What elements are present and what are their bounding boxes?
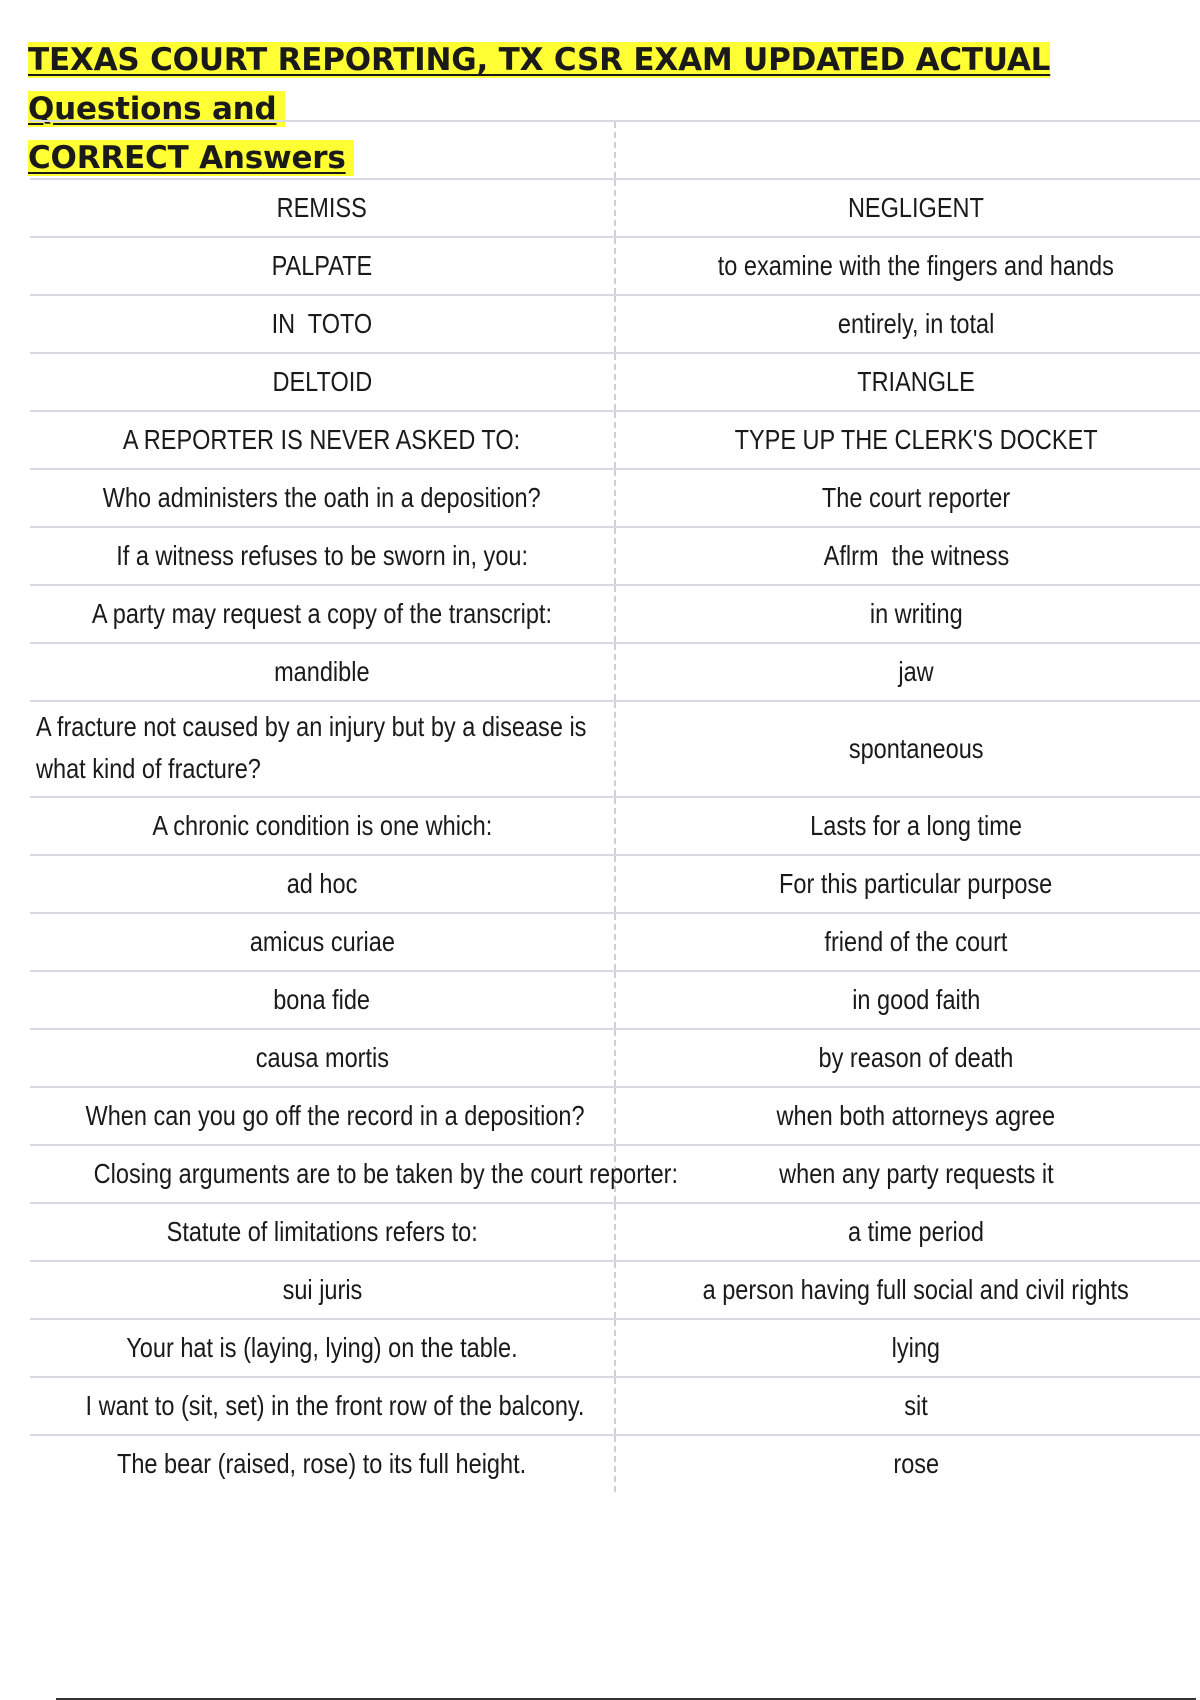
definition-text: sit <box>904 1390 928 1421</box>
term-cell <box>30 585 615 643</box>
term-text: A chronic condition is one which: <box>152 810 492 841</box>
table-row <box>30 411 1200 469</box>
definition-cell <box>615 1087 1200 1145</box>
term-cell <box>30 527 615 585</box>
term-text: Who administers the oath in a deposition? <box>102 482 541 513</box>
definition-cell <box>615 585 1200 643</box>
table-row <box>30 797 1200 855</box>
term-text: sui juris <box>282 1274 362 1305</box>
definition-cell <box>615 411 1200 469</box>
term-text: REMISS <box>276 192 368 223</box>
table-row <box>30 295 1200 353</box>
definition-cell <box>615 527 1200 585</box>
definition-text: when any party requests it <box>778 1158 1054 1189</box>
term-text: Statute of limitations refers to: <box>166 1216 478 1247</box>
term-cell <box>30 1087 615 1145</box>
term-text: amicus curiae <box>249 926 395 957</box>
definition-cell <box>615 1261 1200 1319</box>
definition-cell <box>615 1377 1200 1435</box>
table-row <box>30 1377 1200 1435</box>
definition-cell <box>615 295 1200 353</box>
definition-text: jaw <box>898 656 934 687</box>
definition-text: lying <box>891 1332 941 1363</box>
definition-cell <box>615 353 1200 411</box>
definition-cell <box>615 701 1200 797</box>
definition-text: when both attorneys agree <box>776 1100 1056 1131</box>
definition-cell <box>615 1435 1200 1492</box>
definition-cell <box>615 1203 1200 1261</box>
term-cell <box>30 855 615 913</box>
term-text: DELTOID <box>272 366 372 397</box>
table-row <box>30 1435 1200 1492</box>
table-header-row <box>30 121 1200 179</box>
table-row <box>30 469 1200 527</box>
definition-text: a time period <box>848 1216 984 1247</box>
table-row <box>30 855 1200 913</box>
table-row <box>30 1029 1200 1087</box>
definition-cell <box>615 855 1200 913</box>
term-cell <box>30 353 615 411</box>
table-row <box>30 643 1200 701</box>
definition-text: in writing <box>869 598 963 629</box>
term-cell <box>30 469 615 527</box>
definition-text: rose <box>893 1448 939 1479</box>
definition-text: Aflrm the witness <box>823 540 1009 571</box>
definition-cell <box>615 469 1200 527</box>
table-row <box>30 913 1200 971</box>
term-text: When can you go off the record in a deposition? <box>85 1100 585 1131</box>
definition-cell <box>615 1029 1200 1087</box>
term-cell <box>30 1377 615 1435</box>
definition-text: NEGLIGENT <box>848 192 984 223</box>
definition-cell <box>615 179 1200 237</box>
term-text: Your hat is (laying, lying) on the table. <box>126 1332 518 1363</box>
definition-text: For this particular purpose <box>779 868 1053 899</box>
term-cell <box>30 411 615 469</box>
table-row <box>30 701 1200 797</box>
definition-text: Lasts for a long time <box>810 810 1022 841</box>
term-cell <box>30 179 615 237</box>
definition-text: by reason of death <box>818 1042 1014 1073</box>
definition-cell <box>615 971 1200 1029</box>
definition-text: a person having full social and civil rights <box>702 1274 1130 1305</box>
table-row <box>30 1145 1200 1203</box>
definition-cell <box>615 913 1200 971</box>
term-cell <box>30 1261 615 1319</box>
term-cell <box>30 971 615 1029</box>
term-cell <box>30 1029 615 1087</box>
term-cell <box>30 1145 679 1203</box>
definition-cell <box>615 237 1200 295</box>
term-text: A REPORTER IS NEVER ASKED TO: <box>123 424 521 455</box>
definition-text: TRIANGLE <box>857 366 975 397</box>
term-text: causa mortis <box>255 1042 389 1073</box>
definition-text: entirely, in total <box>837 308 995 339</box>
definition-text: to examine with the fingers and hands <box>717 250 1115 281</box>
definition-text: in good faith <box>851 984 981 1015</box>
table-row <box>30 585 1200 643</box>
table-row <box>30 1319 1200 1377</box>
title-line-2: CORRECT Answers <box>28 140 354 176</box>
term-cell <box>30 1203 615 1261</box>
term-text: IN TOTO <box>271 308 373 339</box>
term-text: mandible <box>274 656 370 687</box>
term-text: A fracture not caused by an injury but by a disease is what kind of fracture? <box>36 711 587 784</box>
term-text: If a witness refuses to be sworn in, you: <box>116 540 528 571</box>
table-row <box>30 527 1200 585</box>
table-row <box>30 353 1200 411</box>
definition-text: spontaneous <box>848 733 984 764</box>
term-text: PALPATE <box>271 250 373 281</box>
term-cell <box>30 1319 615 1377</box>
term-text: Closing arguments are to be taken by the court reporter: <box>93 1158 679 1189</box>
table-row <box>30 1203 1200 1261</box>
term-cell <box>30 1435 615 1492</box>
table-row <box>30 1087 1200 1145</box>
term-cell <box>30 797 615 855</box>
definition-text: The court reporter <box>821 482 1011 513</box>
term-cell <box>30 295 615 353</box>
term-text: bona fide <box>273 984 371 1015</box>
definition-text: TYPE UP THE CLERK'S DOCKET <box>734 424 1098 455</box>
header-cell-definition <box>615 121 1200 179</box>
definition-cell <box>615 1145 1200 1203</box>
table-row <box>30 179 1200 237</box>
term-text: I want to (sit, set) in the front row of the balcony. <box>85 1390 585 1421</box>
term-cell <box>30 913 615 971</box>
table-row <box>30 971 1200 1029</box>
term-cell <box>30 643 615 701</box>
term-text: A party may request a copy of the transcript: <box>91 598 553 629</box>
definition-cell <box>615 643 1200 701</box>
title-line-1: TEXAS COURT REPORTING, TX CSR EXAM UPDATED ACTUAL Questions and <box>28 42 1051 127</box>
term-text: ad hoc <box>286 868 358 899</box>
definition-cell <box>615 797 1200 855</box>
table-row <box>30 1261 1200 1319</box>
term-cell <box>30 237 615 295</box>
term-text: The bear (raised, rose) to its full height. <box>117 1448 527 1479</box>
header-cell-term <box>30 121 615 179</box>
qa-table <box>30 120 1200 1492</box>
table-row <box>30 237 1200 295</box>
definition-text: friend of the court <box>824 926 1008 957</box>
definition-cell <box>615 1319 1200 1377</box>
term-cell <box>30 701 615 797</box>
